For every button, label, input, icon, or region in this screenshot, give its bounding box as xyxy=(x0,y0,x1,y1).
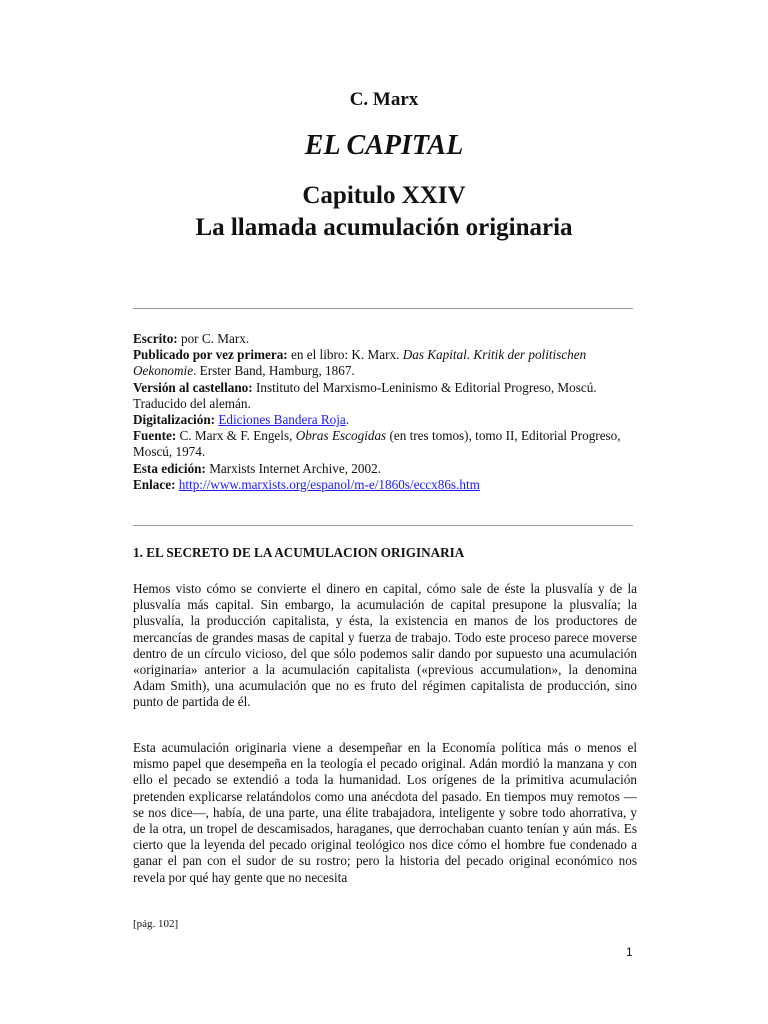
meta-source xyxy=(133,428,638,460)
edition-value: Marxists Internet Archive, 2002. xyxy=(205,460,381,476)
published-suffix: . Erster Band, Hamburg, 1867. xyxy=(193,363,355,379)
archive-url-link[interactable]: http://www.marxists.org/espanol/m-e/1860s/eccx86s.htm xyxy=(178,476,480,492)
version-value: Instituto del Marxismo-Leninismo & Editorial Progreso, Moscú. Traducido del alemán. xyxy=(133,379,597,411)
bottom-divider xyxy=(133,525,633,526)
meta-version xyxy=(133,380,638,412)
author-name: C. Marx xyxy=(349,89,419,110)
published-label: Publicado por vez primera: xyxy=(133,347,288,363)
page-number: 1 xyxy=(626,945,633,959)
written-value: por C. Marx. xyxy=(177,331,250,346)
chapter-heading xyxy=(0,180,768,244)
edition-label: Esta edición: xyxy=(133,460,206,476)
source-book-title: Obras Escogidas xyxy=(295,428,387,444)
top-divider xyxy=(133,308,633,309)
digitization-suffix: . xyxy=(345,412,350,428)
meta-written xyxy=(133,331,638,347)
section-title: 1. EL SECRETO DE LA ACUMULACION ORIGINARIA xyxy=(133,545,465,560)
publication-metadata xyxy=(133,331,638,493)
meta-digitization xyxy=(133,412,638,428)
written-label: Escrito: xyxy=(133,331,178,346)
source-suffix: (en tres tomos), tomo II, Editorial Progreso, Moscú, 1974. xyxy=(133,428,621,460)
source-label: Fuente: xyxy=(133,428,177,444)
meta-link xyxy=(133,477,638,493)
version-label: Versión al castellano: xyxy=(133,379,253,395)
paragraph-1: Hemos visto cómo se convierte el dinero en capital, cómo sale de éste la plusvalía y de la plusvalía más capital. Sin embargo, la acumulación de capital presupone la plusvalía; la plusvalía, la producción capitalista, y ésta, la existencia en manos de los productores de mercancías de grandes masas de capital y fuerza de trabajo. Todo este proceso parece moverse dentro de un círculo vicioso, del que sólo podemos salir dando por supuesto una acumulación «originaria» anterior a la acumulación capitalista («previous accumulation», la denomina Adam Smith), una acumulación que no es fruto del régimen capitalista de producción, sino punto de partida de él. xyxy=(133,581,637,710)
work-title: EL CAPITAL xyxy=(304,130,464,161)
digitization-label: Digitalización: xyxy=(133,412,216,428)
published-book-title: Das Kapital. Kritik der politischen Oekonomie xyxy=(133,347,587,379)
published-prefix: en el libro: K. Marx. xyxy=(287,347,403,363)
chapter-number: Capitulo XXIV xyxy=(302,182,466,209)
page-reference: [pág. 102] xyxy=(133,918,179,930)
source-prefix: C. Marx & F. Engels, xyxy=(176,428,296,444)
paragraph-2: Esta acumulación originaria viene a desempeñar en la Economía política más o menos el mismo papel que desempeña en la teología el pecado original. Adán mordió la manzana y con ello el pecado se extendió a toda la humanidad. Los orígenes de la primitiva acumulación pretenden explicarse relatándolos como una anécdota del pasado. En tiempos muy remotos —se nos dice—, había, de una parte, una élite trabajadora, inteligente y sobre todo ahorrativa, y de la otra, un tropel de descamisados, haraganes, que derrochaban cuanto tenían y aún más. Es cierto que la leyenda del pecado original teológico nos dice cómo el hombre fue condenado a ganar el pan con el sudor de su rostro; pero la historia del pecado original económico nos revela por qué hay gente que no necesita xyxy=(133,740,637,885)
chapter-title: La llamada acumulación originaria xyxy=(195,214,573,241)
meta-edition xyxy=(133,461,638,477)
link-label: Enlace: xyxy=(133,476,176,492)
meta-published xyxy=(133,347,638,379)
digitization-link[interactable]: Ediciones Bandera Roja xyxy=(218,412,346,428)
